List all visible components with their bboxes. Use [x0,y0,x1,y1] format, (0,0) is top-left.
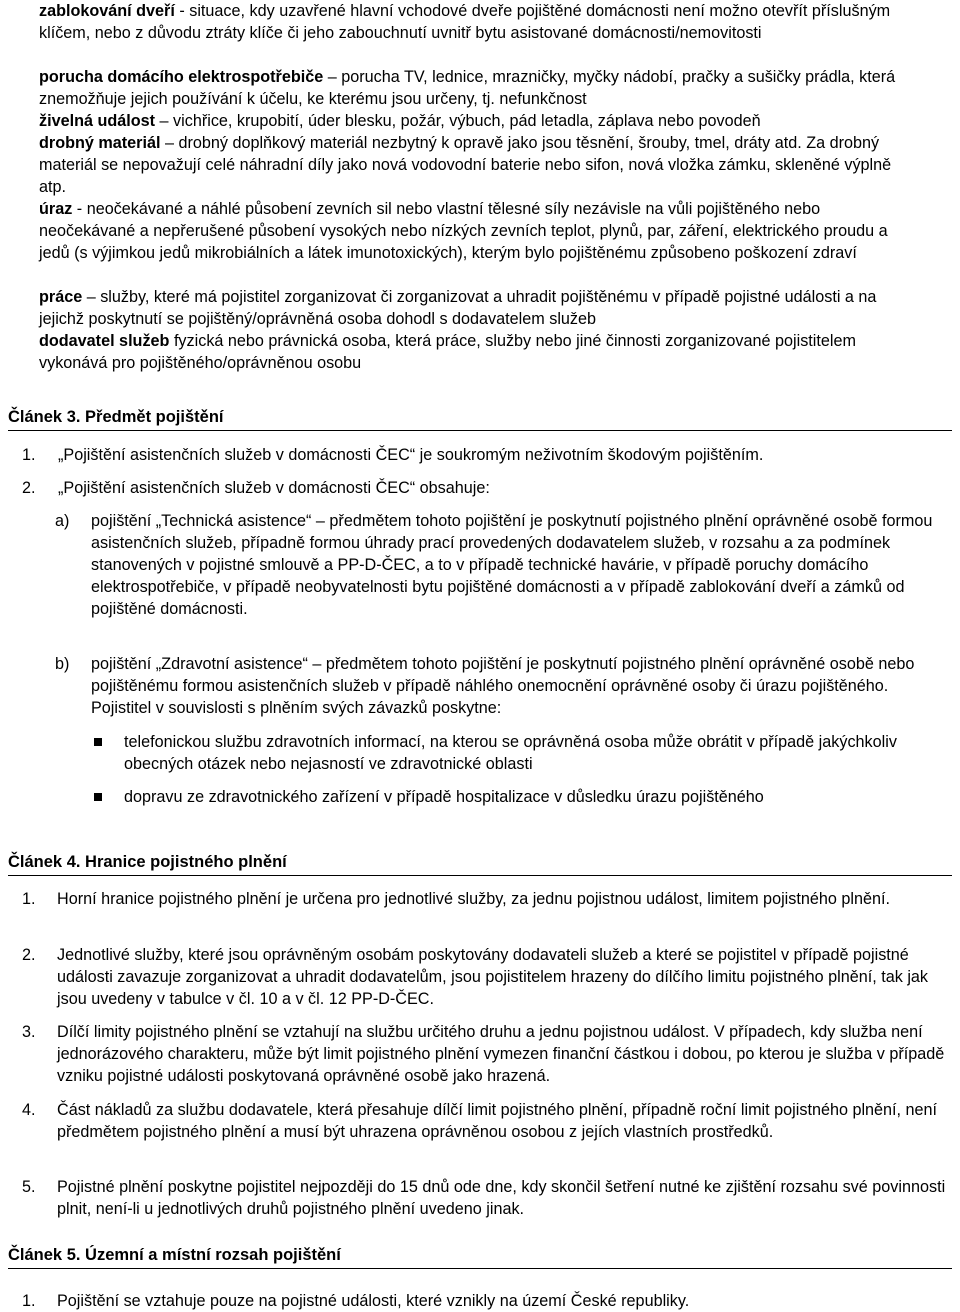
definition-text: fyzická nebo právnická osoba, která práce, služby nebo jiné činnosti zorganizované pojistitelem vykonává pro pojištěného/oprávněnou osobu [39,332,856,372]
definition-item [39,330,919,374]
square-bullet-icon [94,793,102,801]
definition-item: úraz - neočekávané a náhlé působení zevních sil nebo vlastní tělesné síly nezávisle na vůli pojištěného nebo neočekávané a nepřerušené působení vysokých nebo nízkých zevních teplot, plynů, par, záření, elektrického proudu a jedů (s výjimkou jedů mikrobiálních a látek imunotoxických), kterým bylo pojištěnému způsobeno poškození zdraví [39,200,888,262]
definition-term: práce [39,288,83,306]
definition-text: služby, které má pojistitel zorganizovat či zorganizovat a uhradit pojištěnému v případě pojistné události a na jejichž poskytnutí se pojištěný/oprávněná osoba dohodl s dodavatelem služeb [39,288,877,328]
definition-text: vichřice, krupobití, úder blesku, požár, výbuch, pád letadla, záplava nebo povodeň [173,112,761,130]
article-4-heading: Článek 4. Hranice pojistného plnění [8,851,952,876]
definition-item: zablokování dveří - situace, kdy uzavřené hlavní vchodové dveře pojištěné domácnosti není možno otevřít příslušným klíčem, nebo z důvodu ztráty klíče či jeho zabouchnutí uvnitř bytu asistované domácnosti/nemovitosti [39,2,891,42]
definition-text: drobný doplňkový materiál nezbytný k opravě jako jsou těsnění, šrouby, tmel, dráty atd. Za drobný materiál se nepovažují celé náhradní díly jako nová vodovodní baterie nebo sifon, nová vložka zámku, skleněné výplně atp. [39,134,892,196]
definition-text: neočekávané a náhlé působení zevních sil nebo vlastní tělesné síly nezávisle na vůli pojištěného nebo neočekávané a nepřerušené působení vysokých nebo nízkých zevních teplot, plynů, par, záření, elektrického proudu a jedů (s výjimkou jedů mikrobiálních a látek imunotoxických), kterým bylo pojištěnému způsobeno poškození zdraví [39,200,888,262]
definition-term: živelná událost [39,112,156,130]
article-5-heading: Článek 5. Územní a místní rozsah pojištění [8,1244,952,1269]
definition-text: porucha TV, lednice, mrazničky, myčky nádobí, pračky a sušičky prádla, která znemožňuje jejich používání k účelu, ke kterému jsou určeny, tj. nefunkčnost [39,68,896,108]
definition-term: dodavatel služeb [39,332,170,350]
definition-item: živelná událost – vichřice, krupobití, úder blesku, požár, výbuch, pád letadla, záplava nebo povodeň [39,112,761,130]
definition-term: porucha domácího elektrospotřebiče [39,68,324,86]
article-3-heading: Článek 3. Předmět pojištění [8,406,952,431]
definition-text: situace, kdy uzavřené hlavní vchodové dveře pojištěné domácnosti není možno otevřít příslušným klíčem, nebo z důvodu ztráty klíče či jeho zabouchnutí uvnitř bytu asistované domácnosti/nemovitosti [39,2,891,42]
square-bullet-icon [94,738,102,746]
definition-item: drobný materiál – drobný doplňkový materiál nezbytný k opravě jako jsou těsnění, šrouby, tmel, dráty atd. Za drobný materiál se nepovažují celé náhradní díly jako nová vodovodní baterie nebo sifon, nová vložka zámku, skleněné výplně atp. [39,134,892,196]
definition-item: porucha domácího elektrospotřebiče – porucha TV, lednice, mrazničky, myčky nádobí, pračky a sušičky prádla, která znemožňuje jejich používání k účelu, ke kterému jsou určeny, tj. nefunkčnost [39,68,896,108]
definition-term: úraz [39,200,73,218]
definition-term: zablokování dveří [39,2,175,20]
definition-term: drobný materiál [39,134,161,152]
definition-item: práce – služby, které má pojistitel zorganizovat či zorganizovat a uhradit pojištěnému v případě pojistné události a na jejichž poskytnutí se pojištěný/oprávněná osoba dohodl s dodavatelem služeb [39,288,877,328]
